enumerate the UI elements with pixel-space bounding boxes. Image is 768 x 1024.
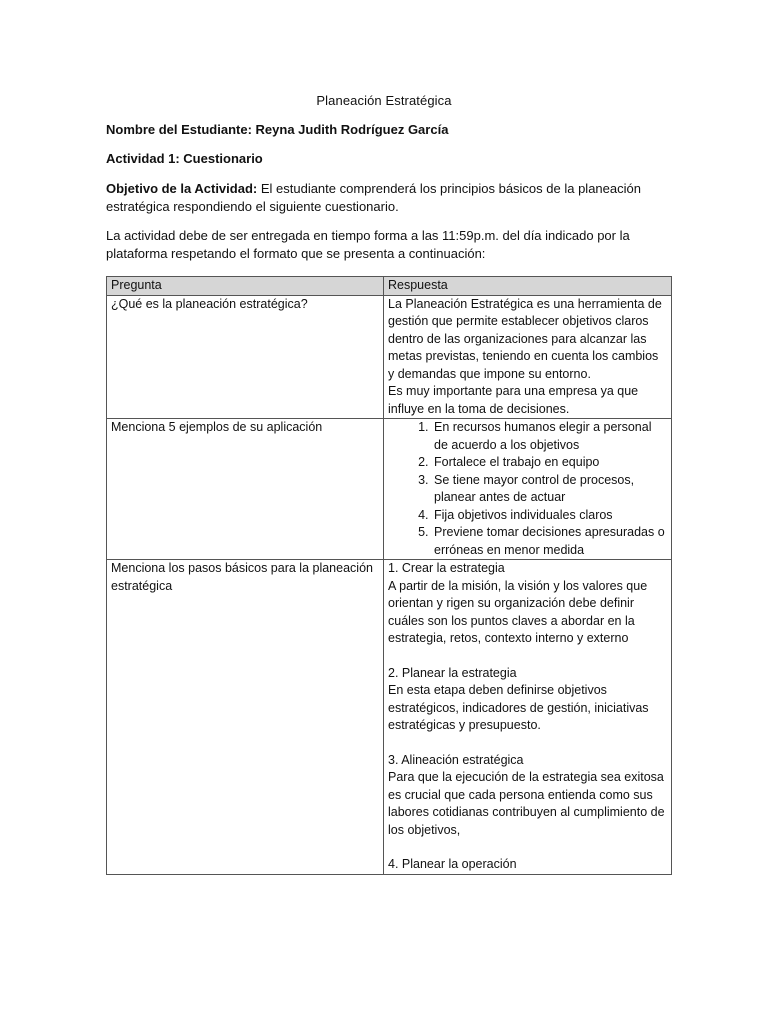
objective-text-line1: El estudiante comprenderá los principios básicos de la planeación [260, 181, 641, 196]
answer-cell [384, 560, 672, 875]
questionnaire-table [106, 276, 672, 875]
header-question: Pregunta [107, 277, 384, 296]
header-answer: Respuesta [384, 277, 672, 296]
activity-heading: Actividad 1: Cuestionario [106, 151, 263, 166]
step-text: Para que la ejecución de la estrategia sea exitosa es crucial que cada persona entienda como sus labores cotidianas contribuyen al cumplimiento de los objetivos, [388, 770, 665, 837]
student-name-line [106, 121, 666, 139]
instructions-paragraph [106, 227, 666, 263]
document-title: Planeación Estratégica [316, 93, 452, 108]
question-cell: Menciona los pasos básicos para la planeación estratégica [107, 560, 384, 875]
objective-text-line2: estratégica respondiendo el siguiente cuestionario. [106, 199, 399, 214]
step-title: 3. Alineación estratégica [388, 752, 524, 767]
student-label: Nombre del Estudiante: [106, 122, 252, 137]
instructions-line2: plataforma respetando el formato que se presenta a continuación: [106, 246, 486, 261]
answer-paragraph: La Planeación Estratégica es una herramienta de gestión que permite establecer objetivos claros dentro de las organizaciones para alcanzar las metas previstas, teniendo en cuenta los cambios y demandas que impone su entorno. [388, 296, 662, 381]
answer-paragraph: Es muy importante para una empresa ya que influye en la toma de decisiones. [388, 384, 639, 416]
objective-paragraph [106, 180, 666, 216]
examples-list [388, 419, 667, 559]
step-title: 1. Crear la estrategia [388, 561, 505, 575]
table-row [107, 295, 672, 419]
question-cell: ¿Qué es la planeación estratégica? [107, 295, 384, 419]
step-spacer [388, 735, 667, 752]
list-item: 1. En recursos humanos elegir a personal de acuerdo a los objetivos [432, 419, 667, 454]
student-name: Reyna Judith Rodríguez García [255, 122, 449, 137]
table-row [107, 419, 672, 560]
step-title: 4. Planear la operación [388, 857, 517, 871]
answer-cell [384, 419, 672, 560]
objective-label: Objetivo de la Actividad: [106, 181, 258, 196]
table-header-row [107, 277, 672, 296]
list-item: 2. Fortalece el trabajo en equipo [432, 454, 667, 472]
table-row [107, 560, 672, 875]
instructions-line1: La actividad debe de ser entregada en tiempo forma a las 11:59p.m. del día indicado por la [106, 228, 630, 243]
step-text: En esta etapa deben definirse objetivos estratégicos, indicadores de gestión, iniciativas estratégicas y presupuesto. [388, 683, 649, 732]
step-spacer [388, 839, 667, 856]
list-item: 5. Previene tomar decisiones apresuradas o erróneas en menor medida [432, 524, 667, 559]
step-spacer [388, 648, 667, 665]
list-item: 4. Fija objetivos individuales claros [432, 507, 667, 525]
answer-cell [384, 295, 672, 419]
list-item: 3. Se tiene mayor control de procesos, planear antes de actuar [432, 472, 667, 507]
step-title: 2. Planear la estrategia [388, 665, 517, 680]
step-text: A partir de la misión, la visión y los valores que orientan y rigen su organización debe definir cuáles son los puntos claves a abordar en la estrategia, retos, contexto interno y externo [388, 578, 648, 645]
question-cell: Menciona 5 ejemplos de su aplicación [107, 419, 384, 560]
